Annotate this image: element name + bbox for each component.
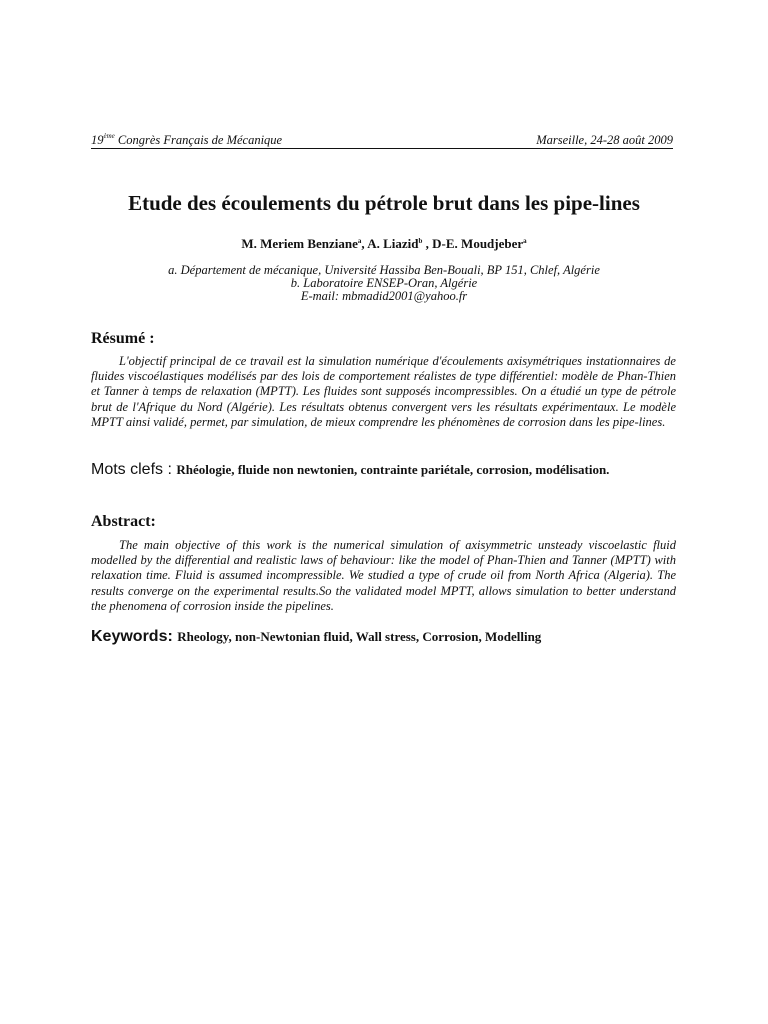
contact-email: E-mail: mbmadid2001@yahoo.fr — [300, 289, 468, 303]
affiliation-line: a. Département de mécanique, Université Hassiba Ben-Bouali, BP 151, Chlef, Algérie — [168, 263, 600, 277]
resume-text: L'objectif principal de ce travail est la simulation numérique d'écoulements axisymétriques instationnaires de fluides viscoélastiques modélisés par des lois de comportement réalistes de type différentiel: modèle de Phan-Thien et Tanner à temps de relaxation (MPTT). Les fluides sont supposés incompressibles. On a étudié un type de pétrole brut de l'Afrique du Nord (Algérie). Les résultats obtenus convergent vers les résultats expérimentaux. Le modèle MPTT ainsi validé, permet, par simulation, de mieux comprendre les phénomènes de corrosion dans les pipe-lines. — [91, 354, 676, 429]
header-conference-superscript: ème — [103, 132, 115, 140]
keywords-label: Keywords: — [91, 628, 178, 645]
author: D-E. Moudjeber — [432, 236, 524, 251]
abstract-heading: Abstract: — [91, 513, 156, 530]
author-list — [0, 236, 768, 252]
abstract-text: The main objective of this work is the numerical simulation of axisymmetric unsteady viscoelastic fluid modelled by the differential and realistic laws of behaviour: like the model of Phan-Thien and Tanner (MPTT) with relaxation time. Fluid is assumed incompressible. We studied a type of crude oil from North Africa (Algeria). The results converge on the experimental results.So the validated model MPTT, allows simulation to better understand the phenomena of corrosion inside the pipelines. — [91, 538, 676, 613]
keywords-line — [91, 628, 691, 646]
running-header — [91, 133, 673, 149]
author-affiliation-mark: b — [418, 237, 423, 245]
author-affiliation-mark: a — [357, 237, 362, 245]
author: A. Liazid — [367, 236, 419, 251]
mots-clefs-line — [91, 461, 691, 479]
author-separator: , — [361, 236, 368, 251]
header-conference-number: 19 — [91, 133, 104, 147]
author-affiliation-mark: a — [523, 237, 527, 245]
keywords-text: Rheology, non-Newtonian fluid, Wall stress, Corrosion, Modelling — [177, 629, 542, 644]
header-conference-name: Congrès Français de Mécanique — [114, 133, 283, 147]
header-conference — [91, 133, 282, 147]
paper-title: Etude des écoulements du pétrole brut dans les pipe-lines — [128, 191, 640, 215]
mots-clefs-text: Rhéologie, fluide non newtonien, contrainte pariétale, corrosion, modélisation. — [176, 462, 610, 477]
author-separator: , — [422, 236, 433, 251]
affiliations — [0, 264, 768, 303]
header-location-date: Marseille, 24-28 août 2009 — [536, 133, 673, 147]
affiliation-line: b. Laboratoire ENSEP-Oran, Algérie — [290, 276, 478, 290]
author: M. Meriem Benziane — [241, 236, 358, 251]
resume-heading: Résumé : — [91, 330, 155, 347]
mots-clefs-label: Mots clefs : — [91, 461, 177, 478]
